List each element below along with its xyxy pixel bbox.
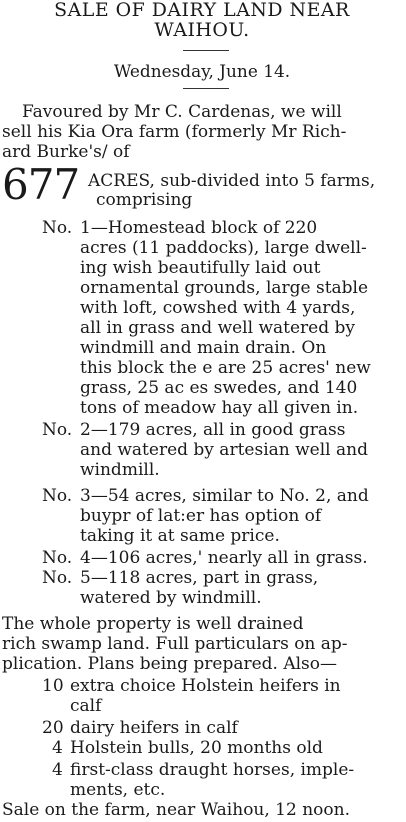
acres-number: 677 [2,160,80,209]
lot-1-line: grass, 25 ac es swedes, and 140 [80,378,358,398]
lot-1-line: this block the e are 25 acres' new [80,358,371,378]
closing-line-3: plication. Plans being prepared. Also— [2,654,338,674]
lot-3-label: No. [42,486,73,506]
lot-1-line: acres (11 paddocks), large dwell- [80,238,367,258]
lot-1-line: ornamental grounds, large stable [80,278,369,298]
lot-1-label: No. [42,218,73,238]
headline-line-1: SALE OF DAIRY LAND NEAR [54,0,350,21]
divider-rule-date [183,88,229,89]
lot-1-line: 1—Homestead block of 220 [80,218,318,238]
lot-4-line: 4—106 acres,' nearly all in grass. [80,548,368,568]
stock-4-line: first-class draught horses, imple- [70,760,355,780]
lot-3-line: buypr of lat:er has option of [80,506,322,526]
lot-3-line: taking it at same price. [80,526,280,546]
lot-5-label: No. [42,568,73,588]
intro-line-1: Favoured by Mr C. Cardenas, we will [22,102,342,122]
stock-4-qty: 4 [52,760,63,780]
stock-3-line: Holstein bulls, 20 months old [70,738,323,758]
lot-2-line: 2—179 acres, all in good grass [80,420,346,440]
stock-1-line: extra choice Holstein heifers in [70,676,341,696]
stock-4-line: ments, etc. [70,780,166,800]
headline-line-2: WAIHOU. [154,19,250,41]
acres-line-1: ACRES, sub-divided into 5 farms, [88,171,376,191]
lot-2-line: windmill. [80,460,160,480]
intro-line-3: ard Burke's/ of [2,142,130,162]
lot-2-line: and watered by artesian well and [80,440,368,460]
lot-4-label: No. [42,548,73,568]
sale-location-time: Sale on the farm, near Waihou, 12 noon. [2,800,350,820]
lot-1-line: with loft, cowshed with 4 yards, [80,298,356,318]
lot-1-line: tons of meadow hay all given in. [80,398,359,418]
lot-1-line: all in grass and well watered by [80,318,355,338]
stock-1-line: calf [70,696,102,716]
divider-rule-top [183,50,229,51]
lot-5-line: watered by windmill. [80,588,262,608]
sale-date: Wednesday, June 14. [113,62,291,82]
closing-line-2: rich swamp land. Full particulars on ap- [2,634,348,654]
stock-3-qty: 4 [52,738,63,758]
stock-2-line: dairy heifers in calf [70,718,238,738]
lot-1-line: windmill and main drain. On [80,338,327,358]
stock-1-qty: 10 [42,676,64,696]
intro-line-2: sell his Kia Ora farm (formerly Mr Rich- [2,122,347,142]
lot-1-line: ing wish beautifully laid out [80,258,321,278]
stock-2-qty: 20 [42,718,64,738]
lot-5-line: 5—118 acres, part in grass, [80,568,319,588]
acres-line-2: comprising [96,190,193,210]
lot-3-line: 3—54 acres, similar to No. 2, and [80,486,369,506]
lot-2-label: No. [42,420,73,440]
closing-line-1: The whole property is well drained [2,614,304,634]
